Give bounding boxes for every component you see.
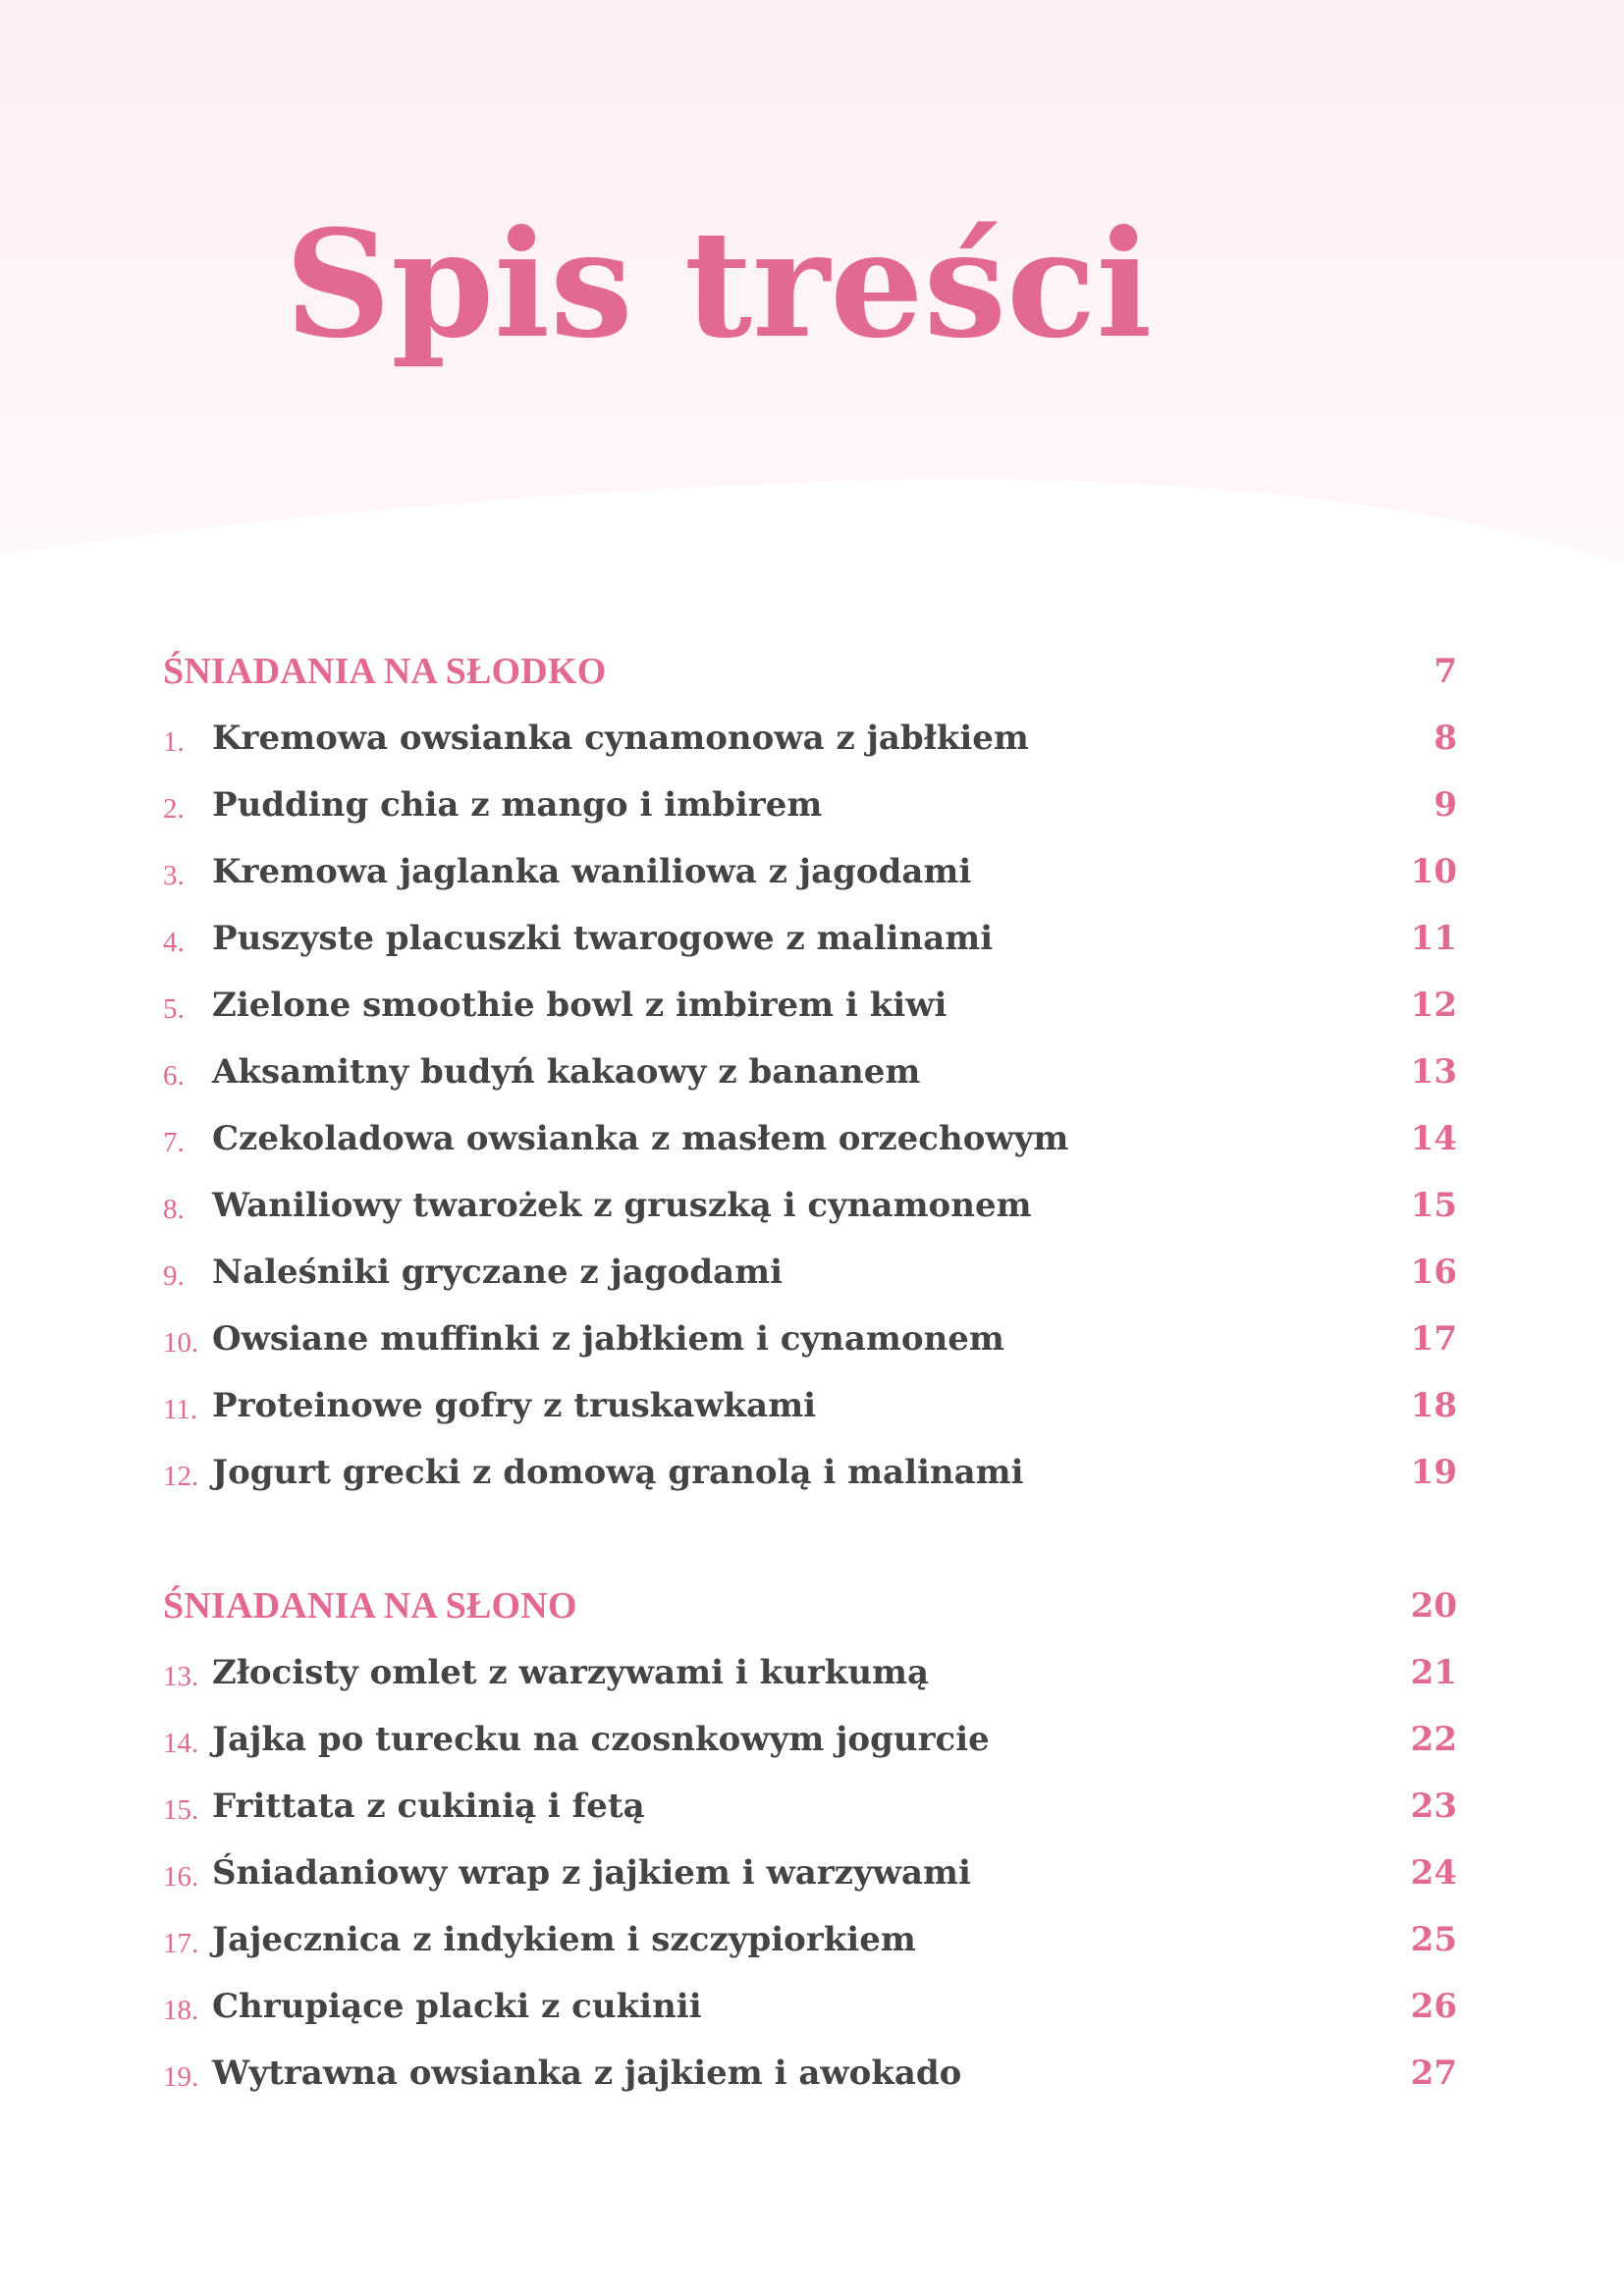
entry-title: Kremowa owsianka cynamonowa z jabłkiem <box>212 719 1029 758</box>
entry-title: Śniadaniowy wrap z jajkiem i warzywami <box>212 1853 971 1893</box>
entry-page-number: 21 <box>1410 1653 1457 1692</box>
entry-number: 7. <box>163 1127 185 1158</box>
entry-title: Czekoladowa owsianka z masłem orzechowym <box>212 1119 1069 1158</box>
entry-page-number: 11 <box>1410 919 1457 958</box>
entry-title: Owsiane muffinki z jabłkiem i cynamonem <box>212 1319 1004 1359</box>
toc-entry[interactable] <box>163 1239 1457 1306</box>
toc-entry[interactable] <box>163 838 1457 905</box>
table-of-contents <box>163 638 1457 2107</box>
entry-page-number: 14 <box>1410 1119 1457 1158</box>
toc-entry[interactable] <box>163 1639 1457 1706</box>
section-heading: ŚNIADANIA NA SŁODKO <box>163 651 607 692</box>
entry-number: 8. <box>163 1194 185 1225</box>
entry-page-number: 15 <box>1410 1186 1457 1225</box>
toc-entry[interactable] <box>163 972 1457 1039</box>
entry-number: 14. <box>163 1728 199 1759</box>
entry-page-number: 9 <box>1434 785 1457 825</box>
entry-number: 15. <box>163 1794 199 1826</box>
toc-entry[interactable] <box>163 1306 1457 1372</box>
entry-title: Frittata z cukinią i fetą <box>212 1787 645 1826</box>
entry-title: Jajecznica z indykiem i szczypiorkiem <box>212 1920 916 1959</box>
entry-page-number: 16 <box>1410 1253 1457 1292</box>
toc-entry[interactable] <box>163 1172 1457 1239</box>
entry-page-number: 19 <box>1410 1453 1457 1492</box>
toc-entry[interactable] <box>163 1973 1457 2040</box>
entry-number: 9. <box>163 1260 185 1292</box>
entry-number: 1. <box>163 726 185 758</box>
toc-entry[interactable] <box>163 2040 1457 2107</box>
entry-title: Aksamitny budyń kakaowy z bananem <box>212 1052 921 1092</box>
entry-title: Wytrawna owsianka z jajkiem i awokado <box>212 2054 962 2093</box>
entry-page-number: 10 <box>1410 852 1457 891</box>
entry-number: 19. <box>163 2061 199 2093</box>
entry-title: Chrupiące placki z cukinii <box>212 1987 702 2026</box>
entry-page-number: 12 <box>1410 986 1457 1025</box>
entry-page-number: 25 <box>1410 1920 1457 1959</box>
toc-entry[interactable] <box>163 1372 1457 1439</box>
entry-title: Jajka po turecku na czosnkowym jogurcie <box>212 1720 990 1759</box>
entry-title: Puszyste placuszki twarogowe z malinami <box>212 919 994 958</box>
toc-entry[interactable] <box>163 1706 1457 1773</box>
entry-title: Jogurt grecki z domową granolą i malinami <box>212 1453 1024 1492</box>
toc-entry[interactable] <box>163 1840 1457 1906</box>
entry-page-number: 13 <box>1410 1052 1457 1092</box>
entry-page-number: 17 <box>1410 1319 1457 1359</box>
entry-number: 16. <box>163 1861 199 1893</box>
section-heading: ŚNIADANIA NA SŁONO <box>163 1585 577 1627</box>
entry-title: Waniliowy twarożek z gruszką i cynamonem <box>212 1186 1032 1225</box>
toc-entry[interactable] <box>163 1773 1457 1840</box>
toc-entry[interactable] <box>163 1439 1457 1506</box>
section-page-number: 7 <box>1434 652 1457 691</box>
entry-number: 13. <box>163 1661 199 1692</box>
entry-title: Zielone smoothie bowl z imbirem i kiwi <box>212 986 947 1025</box>
entry-number: 10. <box>163 1327 199 1359</box>
entry-title: Złocisty omlet z warzywami i kurkumą <box>212 1653 930 1692</box>
entry-number: 12. <box>163 1461 199 1492</box>
toc-entry[interactable] <box>163 772 1457 838</box>
toc-section <box>163 1573 1457 2107</box>
toc-entry[interactable] <box>163 1906 1457 1973</box>
toc-entry[interactable] <box>163 1105 1457 1172</box>
entry-page-number: 8 <box>1434 719 1457 758</box>
entry-number: 17. <box>163 1928 199 1959</box>
entry-number: 3. <box>163 860 185 891</box>
section-heading-row[interactable] <box>163 638 1457 705</box>
entry-title: Pudding chia z mango i imbirem <box>212 785 823 825</box>
entry-number: 4. <box>163 927 185 958</box>
toc-section <box>163 638 1457 1506</box>
entry-page-number: 23 <box>1410 1787 1457 1826</box>
entry-page-number: 27 <box>1410 2054 1457 2093</box>
entry-number: 2. <box>163 793 185 825</box>
section-heading-row[interactable] <box>163 1573 1457 1639</box>
entry-number: 5. <box>163 993 185 1025</box>
toc-entry[interactable] <box>163 905 1457 972</box>
entry-title: Naleśniki gryczane z jagodami <box>212 1253 784 1292</box>
entry-title: Kremowa jaglanka waniliowa z jagodami <box>212 852 972 891</box>
section-page-number: 20 <box>1410 1586 1457 1626</box>
entry-page-number: 26 <box>1410 1987 1457 2026</box>
page-title: Spis treści <box>285 198 1153 371</box>
entry-page-number: 22 <box>1410 1720 1457 1759</box>
entry-page-number: 24 <box>1410 1853 1457 1893</box>
toc-entry[interactable] <box>163 1039 1457 1105</box>
entry-number: 18. <box>163 1995 199 2026</box>
entry-number: 6. <box>163 1060 185 1092</box>
entry-page-number: 18 <box>1410 1386 1457 1425</box>
entry-number: 11. <box>163 1394 198 1425</box>
entry-title: Proteinowe gofry z truskawkami <box>212 1386 817 1425</box>
toc-entry[interactable] <box>163 705 1457 772</box>
